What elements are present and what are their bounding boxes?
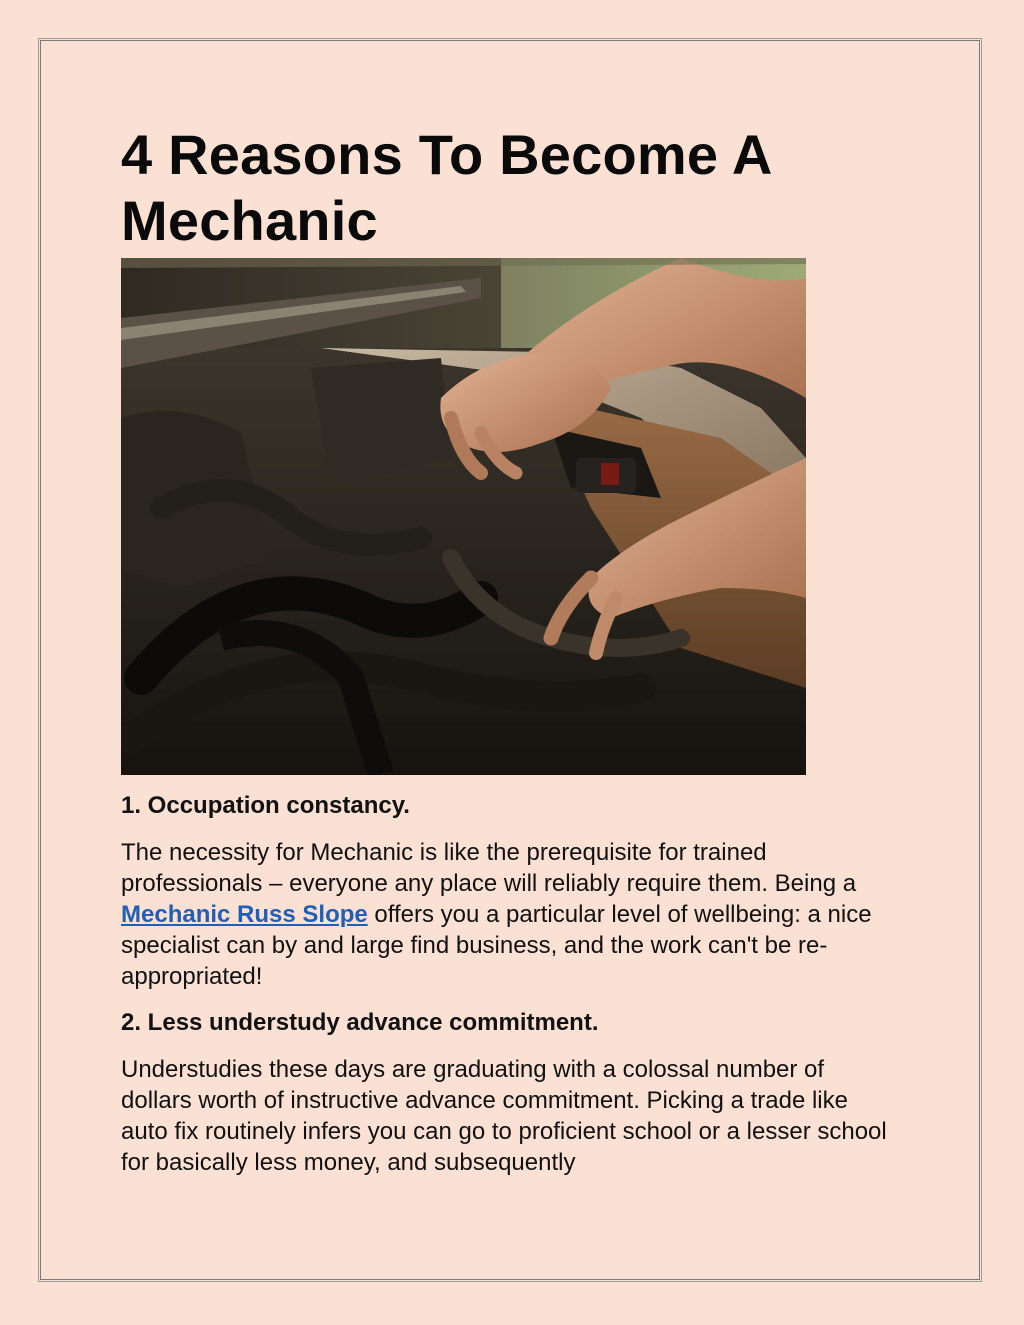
paragraph-text-after-link: offers you a particular level of wellbeing: a nice specialist can by and large find business, and the work can't be re-appropriated! xyxy=(121,901,872,990)
mechanic-russ-slope-link[interactable]: Mechanic Russ Slope xyxy=(121,901,368,928)
section-paragraph-1 xyxy=(121,837,891,992)
paragraph-text-before-link: The necessity for Mechanic is like the prerequisite for trained professionals – everyone any place will reliably require them. Being a xyxy=(121,839,857,897)
engine-photo-illustration xyxy=(121,258,806,775)
section-paragraph-2: Understudies these days are graduating with a colossal number of dollars worth of instructive advance commitment. Picking a trade like auto fix routinely infers you can go to proficient school or a lesser school for basically less money, and subsequently xyxy=(121,1056,887,1176)
page-title: 4 Reasons To Become A Mechanic xyxy=(121,123,771,252)
document-content xyxy=(121,122,901,1178)
section-heading-1: 1. Occupation constancy. xyxy=(121,792,410,819)
mechanic-engine-photo xyxy=(121,258,806,775)
section-heading-2: 2. Less understudy advance commitment. xyxy=(121,1009,599,1036)
